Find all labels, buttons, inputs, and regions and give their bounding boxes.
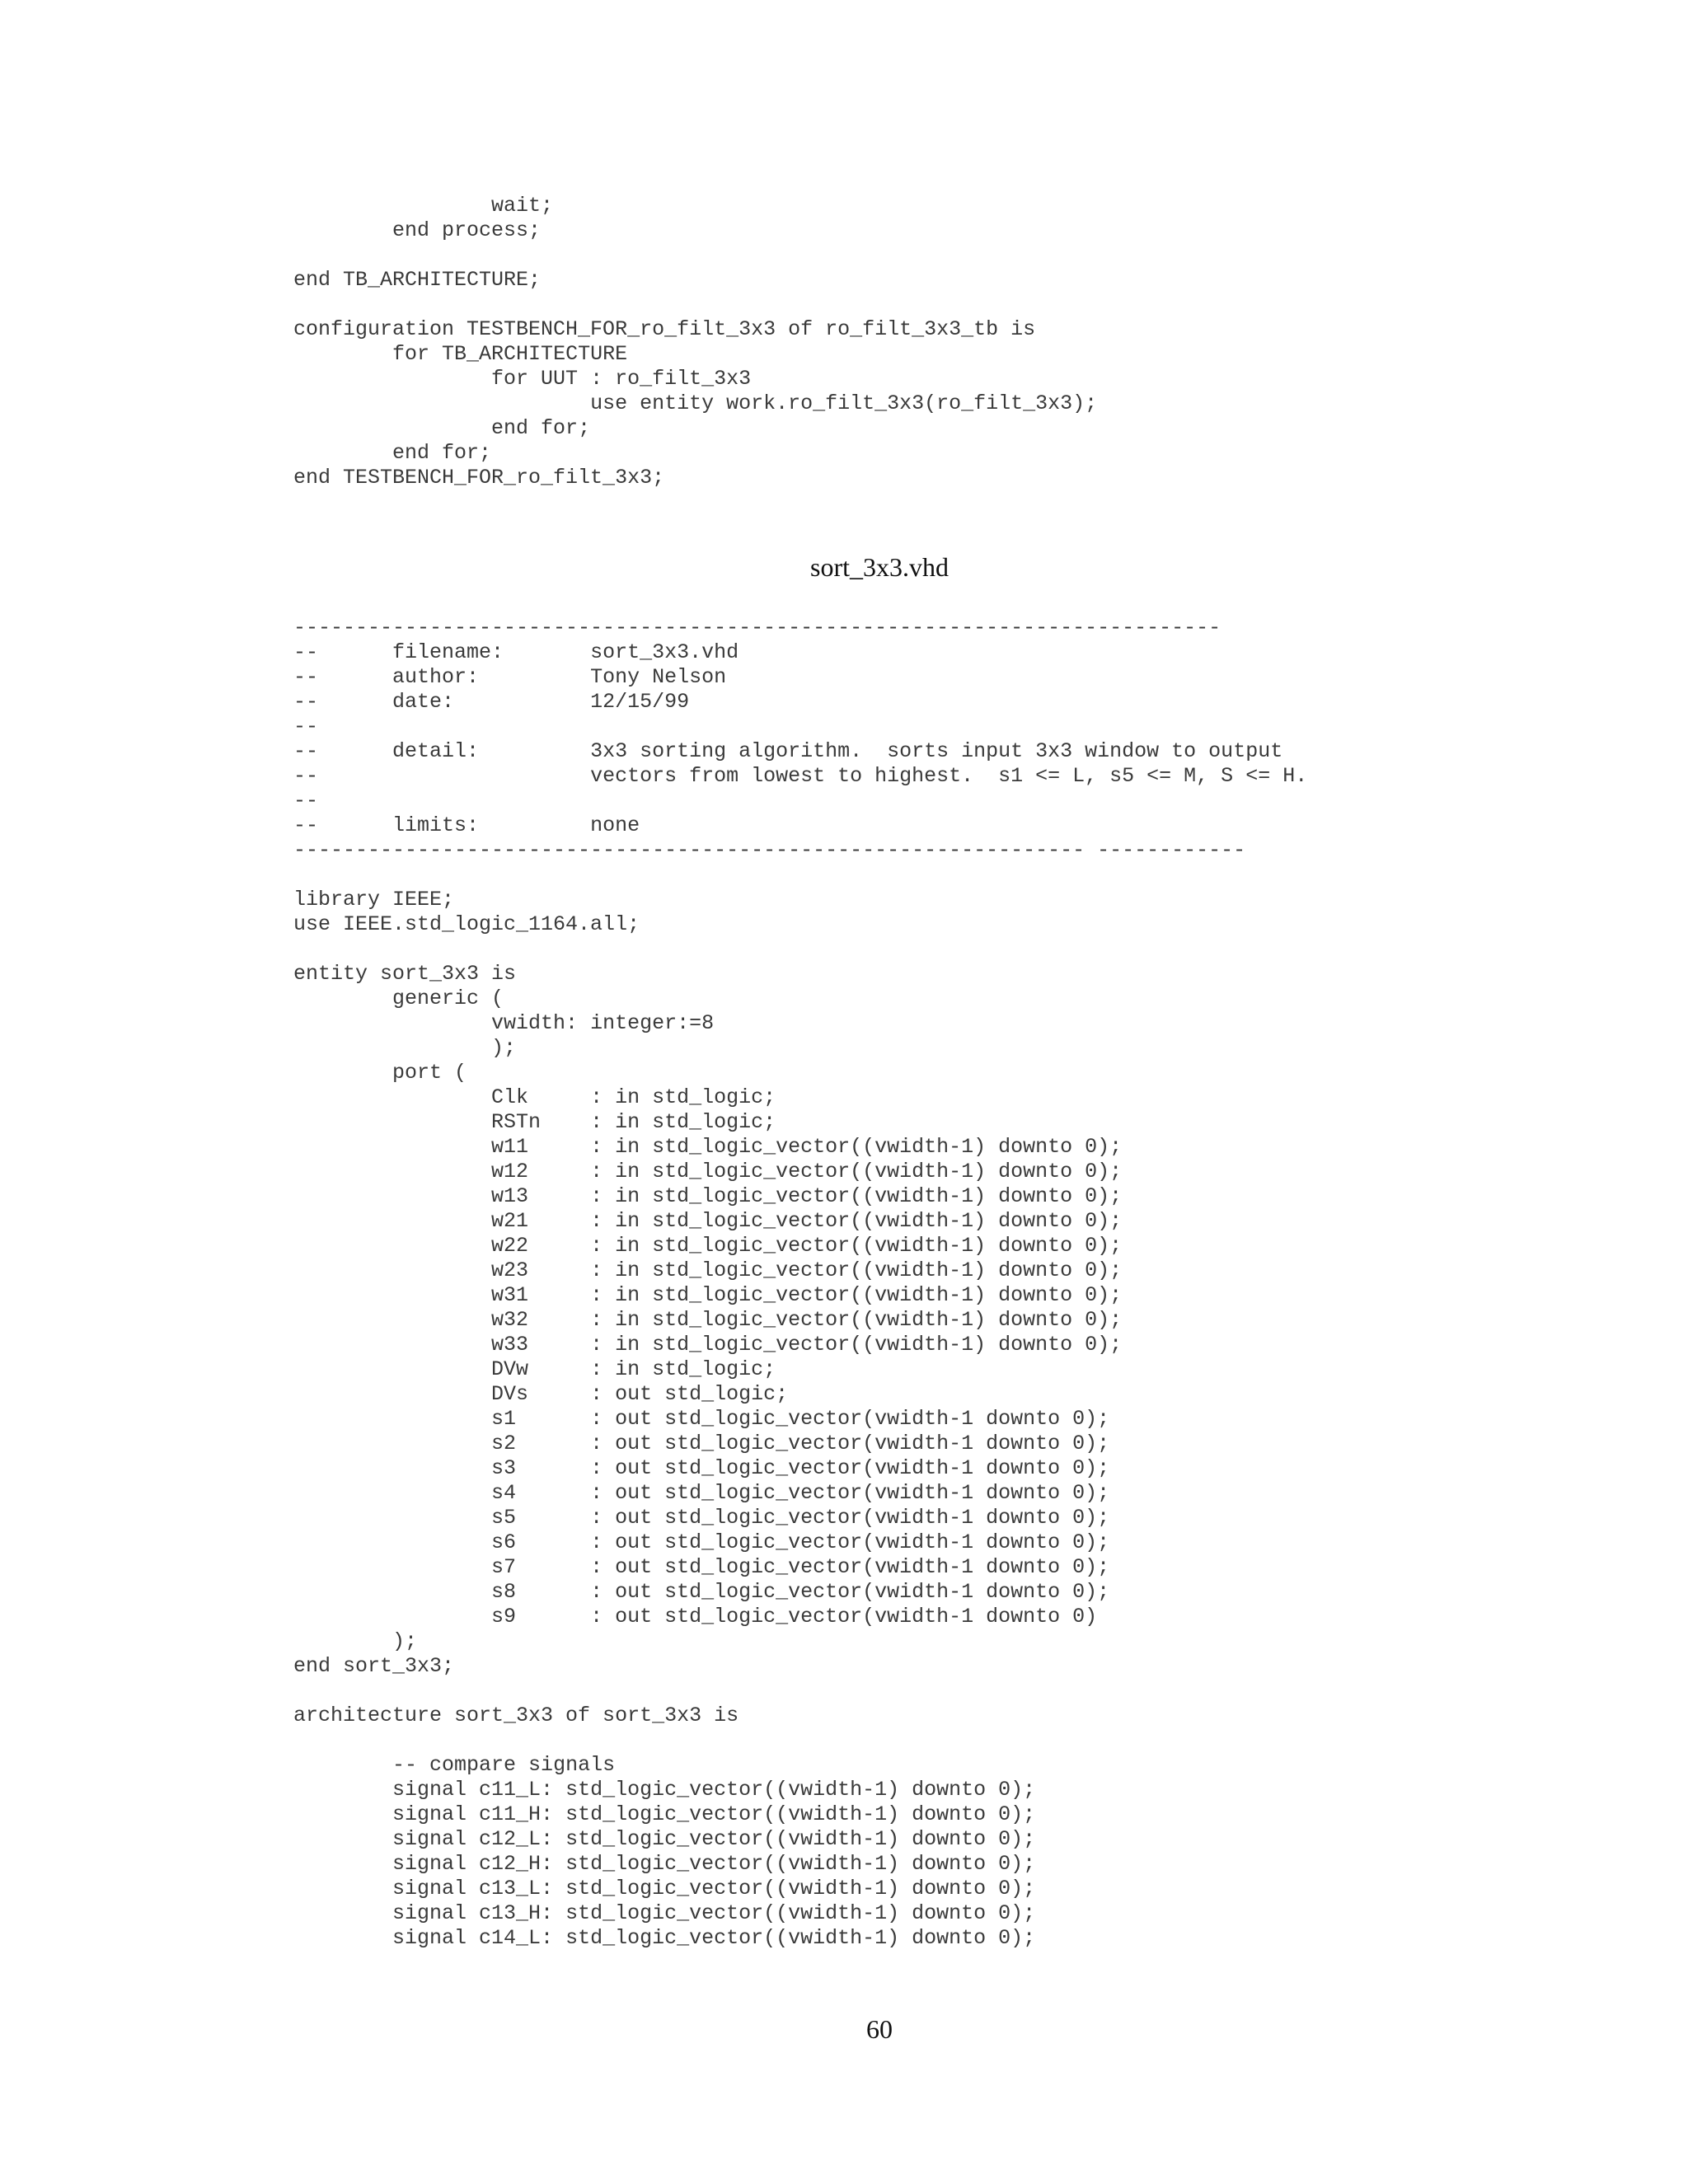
code-listing-sort-3x3: --------------------------------------------------------------------------- -- filename: sort_3x3.vhd -- author: Tony Nelson -- date: 12/15/99 -- -- detail: 3x3 sorting algorithm. sorts input 3x3 window to output -- vectors from lowest to highest. s1 <= L, s5 <= M, S <= H. -- -- limits: none ---------------------------------------------------------------- ------------ library IEEE; use IEEE.std_logic_1164.all; entity sort_3x3 is generic ( vwidth: integer:=8 ); port ( Clk : in std_logic; RSTn : in std_logic; w11 : in std_logic_vector((vwidth-1) downto 0); w12 : in std_logic_vector((vwidth-1) downto 0); w13 : in std_logic_vector((vwidth-1) downto 0); w21 : in std_logic_vector((vwidth-1) downto 0); w22 : in std_logic_vector((vwidth-1) downto 0); w23 : in std_logic_vector((vwidth-1) downto 0); w31 : in std_logic_vector((vwidth-1) downto 0); w32 : in std_logic_vector((vwidth-1) downto 0); w33 : in std_logic_vector((vwidth-1) downto 0); DVw : in std_logic; DVs : out std_logic; s1 : out std_logic_vector(vwidth-1 downto 0); s2 : out std_logic_vector(vwidth-1 downto 0); s3 : out std_logic_vector(vwidth-1 downto 0); s4 : out std_logic_vector(vwidth-1 downto 0); s5 : out std_logic_vector(vwidth-1 downto 0); s6 : out std_logic_vector(vwidth-1 downto 0); s7 : out std_logic_vector(vwidth-1 downto 0); s8 : out std_logic_vector(vwidth-1 downto 0); s9 : out std_logic_vector(vwidth-1 downto 0) ); end sort_3x3; architecture sort_3x3 of sort_3x3 is -- compare signals signal c11_L: std_logic_vector((vwidth-1) downto 0); signal c11_H: std_logic_vector((vwidth-1) downto 0); signal c12_L: std_logic_vector((vwidth-1) downto 0); signal c12_H: std_logic_vector((vwidth-1) downto 0); signal c13_L: std_logic_vector((vwidth-1) downto 0); signal c13_H: std_logic_vector((vwidth-1) downto 0); signal c14_L: std_logic_vector((vwidth-1) downto 0); xyxy=(293,616,1308,1950)
file-heading: sort_3x3.vhd xyxy=(810,552,949,582)
page-number: 60 xyxy=(866,2014,893,2044)
code-listing-top: wait; end process; end TB_ARCHITECTURE; configuration TESTBENCH_FOR_ro_filt_3x3 of ro_filt_3x3_tb is for TB_ARCHITECTURE for UUT : ro_filt_3x3 use entity work.ro_filt_3x3(ro_filt_3x3); end for; end for; end TESTBENCH_FOR_ro_filt_3x3; xyxy=(293,194,1098,490)
